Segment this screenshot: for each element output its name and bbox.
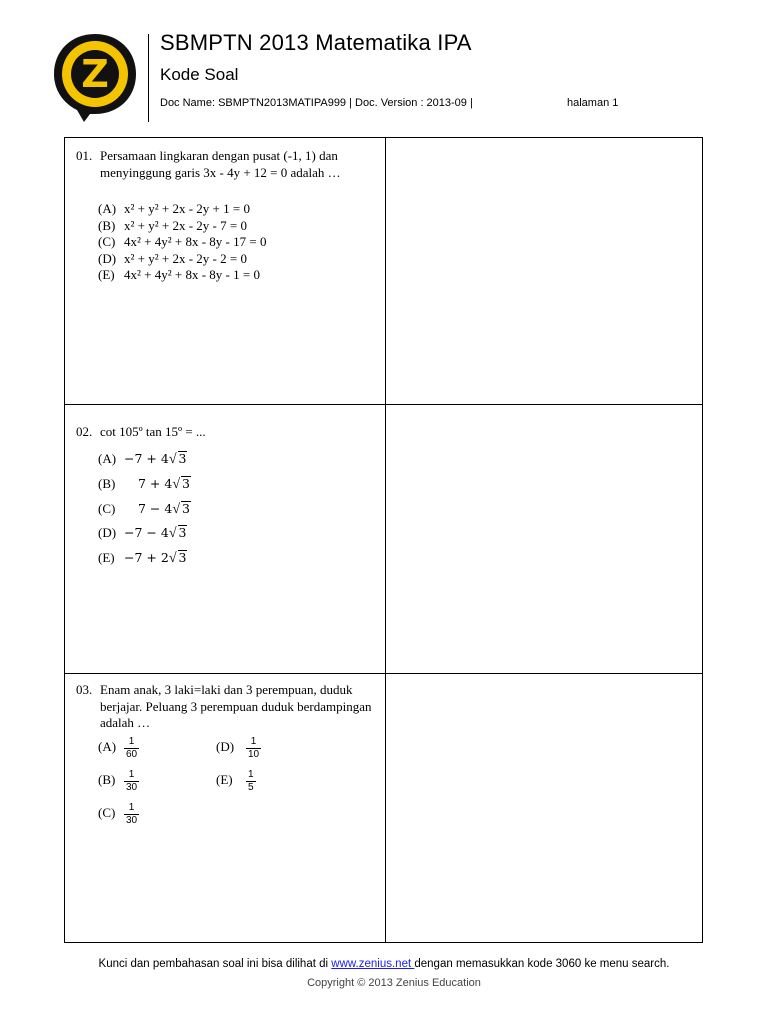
footer-note: Kunci dan pembahasan soal ini bisa dilihat di www.zenius.net dengan memasukkan kode 3060 ke menu search. <box>98 958 670 970</box>
answer-option: (C) 7 − 4√ 3 <box>98 501 190 517</box>
question-2 <box>76 424 376 441</box>
answer-option: (E) −7 + 2√ 3 <box>98 550 187 566</box>
column-divider <box>385 137 386 943</box>
page-number: halaman 1 <box>567 97 619 109</box>
answer-option: (D) $\frac{1}{10}$ <box>216 736 260 760</box>
question-stem: Enam anak, 3 laki=laki dan 3 perempuan, duduk berjajar. Peluang 3 perempuan duduk berdampingan adalah … <box>100 682 372 730</box>
logo-letter: Z <box>81 52 109 96</box>
answer-option: (B) 7 + 4√ 3 <box>98 476 190 492</box>
answer-option: (C) $\frac{1}{30}$ <box>98 802 138 826</box>
question-stem: Persamaan lingkaran dengan pusat (-1, 1) dan menyinggung garis 3x - 4y + 12 = 0 adalah … <box>100 148 341 180</box>
answer-option: (B) $\frac{1}{30}$ <box>98 769 138 793</box>
document-subtitle: Kode Soal <box>160 65 239 84</box>
row-divider <box>64 673 703 674</box>
question-3 <box>76 682 376 732</box>
question-number: 03. <box>76 682 93 697</box>
document-title: SBMPTN 2013 Matematika IPA <box>160 30 472 55</box>
question-stem: cot 105º tan 15º = ... <box>100 424 206 439</box>
copyright: Copyright © 2013 Zenius Education <box>307 977 481 989</box>
question-number: 02. <box>76 424 93 439</box>
doc-info: Doc Name: SBMPTN2013MATIPA999 | Doc. Version : 2013-09 | <box>160 97 473 109</box>
answer-option: (A) −7 + 4√ 3 <box>98 451 187 467</box>
answer-option: (B) x² + y² + 2x - 2y - 7 = 0 <box>98 218 247 233</box>
answer-option: (D) −7 − 4√ 3 <box>98 525 187 541</box>
answer-option: (A) x² + y² + 2x - 2y + 1 = 0 <box>98 201 250 216</box>
answer-option: (A) $\frac{1}{60}$ <box>98 736 138 760</box>
answer-option: (E) 4x² + 4y² + 8x - 8y - 1 = 0 <box>98 267 260 282</box>
answer-option: (D) x² + y² + 2x - 2y - 2 = 0 <box>98 251 247 266</box>
zenius-logo <box>50 30 140 125</box>
answer-option: (E) $\frac{1}{5}$ <box>216 769 254 793</box>
row-divider <box>64 404 703 405</box>
answer-option: (C) 4x² + 4y² + 8x - 8y - 17 = 0 <box>98 234 267 249</box>
question-number: 01. <box>76 148 93 163</box>
header-divider <box>148 34 149 122</box>
zenius-link[interactable]: www.zenius.net <box>331 958 415 970</box>
question-1 <box>76 148 376 181</box>
